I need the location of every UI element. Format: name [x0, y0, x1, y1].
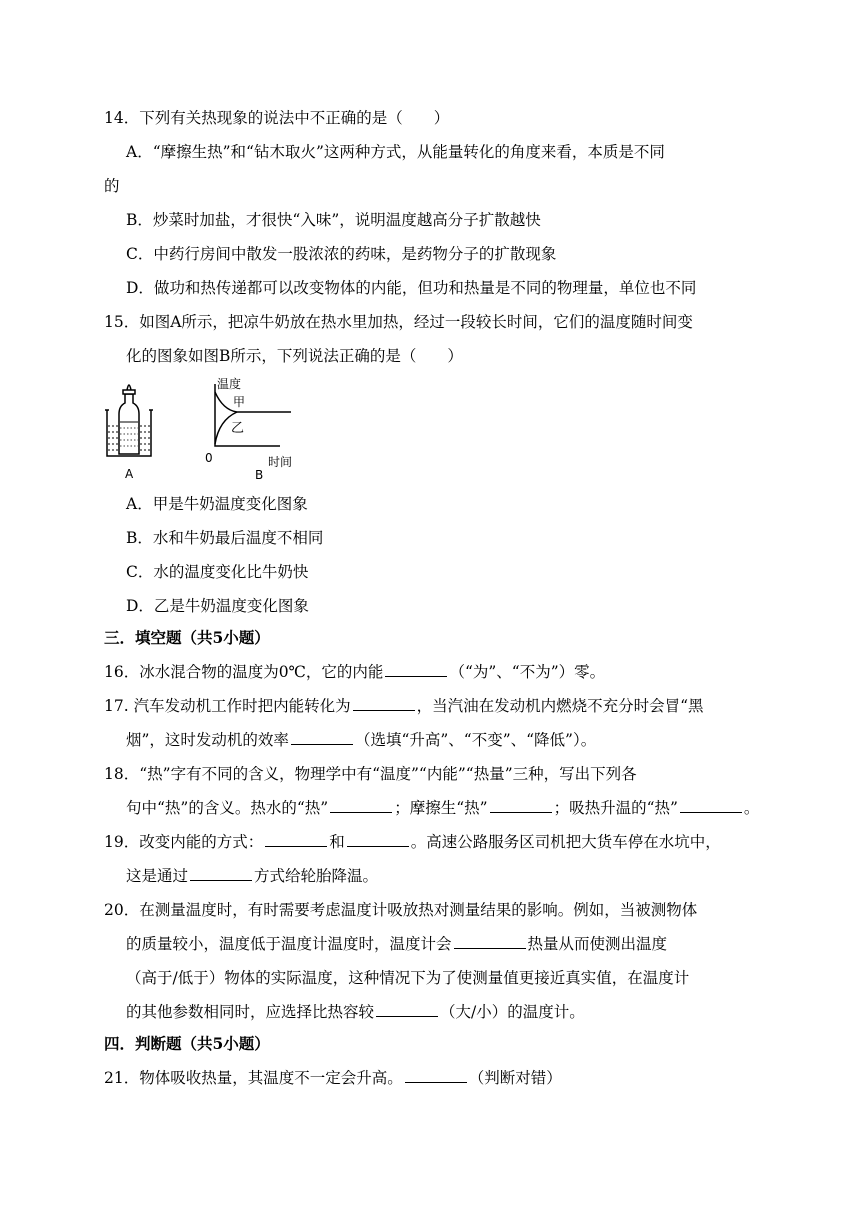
figure-b-graph: [215, 384, 291, 446]
q17-blank-1[interactable]: [353, 696, 415, 711]
q20-line-2: [126, 934, 667, 954]
q17-blank-2[interactable]: [291, 730, 353, 745]
q19-text-2: 和: [329, 833, 345, 851]
q18-text-4: 。: [743, 799, 760, 817]
q18-blank-1[interactable]: [330, 798, 392, 813]
q18-text-3: ；吸热升温的“热”: [553, 799, 678, 817]
q17-line-2: [126, 730, 596, 750]
q19-line-1: [104, 832, 721, 852]
section-title-judgment: 四．判断题（共5小题）: [104, 1034, 270, 1053]
q20-text-1: 的质量较小，温度低于温度计温度时，温度计会: [126, 935, 452, 953]
q21-text-2: （判断对错）: [468, 1069, 562, 1087]
graph-y-axis-label: 温度: [217, 377, 242, 391]
q20-line-1: 20．在测量温度时，有时需要考虑温度计吸放热对测量结果的影响。例如，当被测物体: [104, 901, 698, 919]
section-title-fill-in: 三．填空题（共5小题）: [104, 628, 270, 647]
curve-jia: [215, 392, 291, 412]
q15-option-d: D．乙是牛奶温度变化图象: [126, 597, 309, 615]
q17-text-4: （选填“升高”、“不变”、“降低”）。: [354, 731, 597, 749]
q20-line-4: [126, 1002, 585, 1022]
q19-text-3: 。高速公路服务区司机把大货车停在水坑中，: [410, 833, 721, 851]
curve-yi-label: 乙: [231, 421, 245, 436]
graph-x-axis-label: 时间: [268, 455, 293, 469]
q18-text-2: ；摩擦生“热”: [394, 799, 488, 817]
graph-origin-label: 0: [205, 451, 213, 465]
figure-a-label: A: [125, 467, 134, 481]
q19-text-1: 19．改变内能的方式：: [104, 833, 264, 851]
figure-a-beaker: [105, 385, 153, 456]
q18-line-2: [126, 798, 759, 818]
q14-option-b: B．炒菜时加盐，才很快“入味”，说明温度越高分子扩散越快: [126, 211, 541, 229]
q16: [104, 662, 605, 682]
q20-text-2: 热量从而使测出温度: [527, 935, 668, 953]
q15-figure: [105, 376, 295, 484]
q19-blank-2[interactable]: [347, 832, 409, 847]
q14-option-a-cont: 的: [104, 177, 120, 195]
q15-figure-svg: [105, 376, 295, 484]
q19-line-2: [126, 866, 378, 886]
q14-option-c: C．中药行房间中散发一股浓浓的药味，是药物分子的扩散现象: [126, 245, 557, 263]
q19-text-5: 方式给轮胎降温。: [254, 867, 379, 885]
q18-line-1: 18．“热”字有不同的含义，物理学中有“温度”“内能”“热量”三种，写出下列各: [104, 765, 637, 783]
q20-text-3: 的其他参数相同时，应选择比热容较: [126, 1003, 375, 1021]
q18-blank-2[interactable]: [490, 798, 552, 813]
q15-option-a: A．甲是牛奶温度变化图象: [126, 495, 308, 513]
q16-text-1: 16．冰水混合物的温度为0℃，它的内能: [104, 663, 384, 681]
q17-line-1: [104, 696, 704, 716]
q20-line-3: （高于/低于）物体的实际温度，这种情况下为了使测量值更接近真实值，在温度计: [126, 969, 690, 987]
q14-stem: 14．下列有关热现象的说法中不正确的是（ ）: [104, 109, 450, 127]
q21-blank[interactable]: [405, 1068, 467, 1083]
q19-text-4: 这是通过: [126, 867, 189, 885]
q19-blank-1[interactable]: [265, 832, 327, 847]
graph-axes: [215, 384, 280, 446]
q15-option-b: B．水和牛奶最后温度不相同: [126, 529, 324, 547]
q20-text-4: （大/小）的温度计。: [440, 1003, 585, 1021]
q15-option-c: C．水的温度变化比牛奶快: [126, 563, 309, 581]
q19-blank-3[interactable]: [190, 866, 252, 881]
q16-blank[interactable]: [385, 662, 447, 677]
q18-text-1: 句中“热”的含义。热水的“热”: [126, 799, 329, 817]
q14-option-a: A．“摩擦生热”和“钻木取火”这两种方式，从能量转化的角度来看，本质是不同: [126, 143, 665, 161]
q21: [104, 1068, 562, 1088]
figure-b-label: B: [255, 468, 264, 482]
q20-blank-1[interactable]: [454, 934, 526, 949]
curve-jia-label: 甲: [233, 395, 246, 409]
q17-text-1: 17. 汽车发动机工作时把内能转化为: [104, 697, 351, 715]
q15-stem-1: 15．如图A所示，把凉牛奶放在热水里加热，经过一段较长时间，它们的温度随时间变: [104, 313, 693, 331]
q17-text-2: ，当汽油在发动机内燃烧不充分时会冒“黑: [416, 697, 704, 715]
q14-option-d: D．做功和热传递都可以改变物体的内能，但功和热量是不同的物理量，单位也不同: [126, 279, 697, 297]
q17-text-3: 烟”，这时发动机的效率: [126, 731, 289, 749]
q21-text-1: 21．物体吸收热量，其温度不一定会升高。: [104, 1069, 403, 1087]
q18-blank-3[interactable]: [680, 798, 742, 813]
q15-stem-2: 化的图象如图B所示，下列说法正确的是（ ）: [126, 347, 463, 365]
q16-text-2: （“为”、“不为”）零。: [449, 663, 606, 681]
q20-blank-2[interactable]: [376, 1002, 438, 1017]
